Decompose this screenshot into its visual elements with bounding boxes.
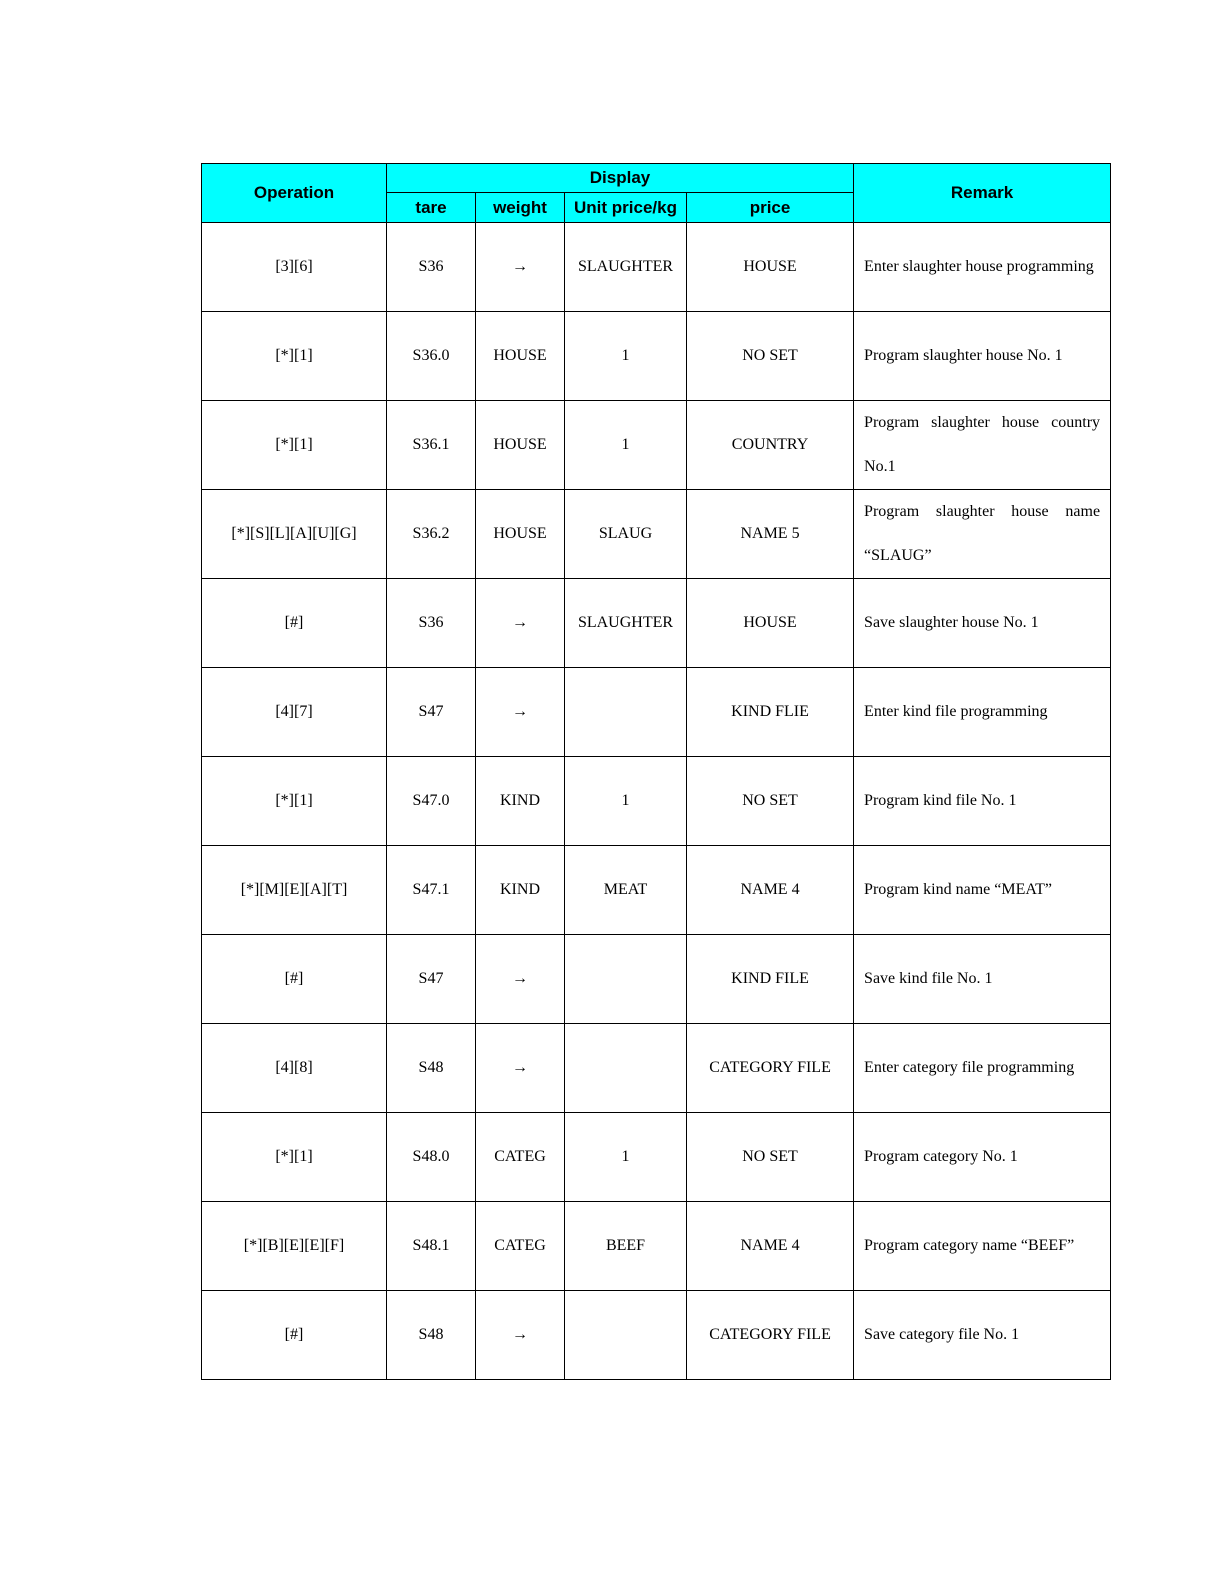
cell-weight: KIND [476,757,565,846]
cell-remark: Program category name “BEEF” [854,1202,1111,1291]
arrow-right-icon: → [476,1024,565,1113]
cell-unit-price: 1 [565,1113,687,1202]
cell-remark: Enter slaughter house programming [854,223,1111,312]
cell-tare: S47 [387,668,476,757]
table-row [202,757,1111,846]
cell-price: COUNTRY [687,401,854,490]
operation-table [201,163,1111,1380]
cell-tare: S48 [387,1291,476,1380]
cell-price: NAME 4 [687,1202,854,1291]
cell-price: KIND FLIE [687,668,854,757]
cell-operation: [*][S][L][A][U][G] [202,490,387,579]
cell-tare: S36.1 [387,401,476,490]
cell-price: NAME 4 [687,846,854,935]
header-row-primary [202,164,1111,193]
cell-unit-price: MEAT [565,846,687,935]
cell-remark: Enter category file programming [854,1024,1111,1113]
cell-tare: S48.0 [387,1113,476,1202]
cell-operation: [#] [202,579,387,668]
cell-tare: S47.1 [387,846,476,935]
cell-weight: HOUSE [476,490,565,579]
cell-unit-price [565,1024,687,1113]
table-row [202,1113,1111,1202]
header-weight: weight [476,193,565,223]
cell-price: NAME 5 [687,490,854,579]
cell-remark: Program kind name “MEAT” [854,846,1111,935]
cell-weight: CATEG [476,1113,565,1202]
cell-price: HOUSE [687,223,854,312]
cell-unit-price [565,668,687,757]
table-row [202,312,1111,401]
cell-tare: S48 [387,1024,476,1113]
cell-tare: S36.0 [387,312,476,401]
cell-price: NO SET [687,312,854,401]
cell-tare: S47.0 [387,757,476,846]
cell-price: HOUSE [687,579,854,668]
table-body [202,223,1111,1380]
arrow-right-icon: → [476,1291,565,1380]
cell-price: CATEGORY FILE [687,1024,854,1113]
table-row [202,490,1111,579]
cell-remark: Save category file No. 1 [854,1291,1111,1380]
cell-operation: [4][8] [202,1024,387,1113]
table-row [202,223,1111,312]
cell-operation: [*][B][E][E][F] [202,1202,387,1291]
cell-operation: [#] [202,935,387,1024]
table-row [202,579,1111,668]
cell-price: NO SET [687,1113,854,1202]
cell-unit-price: 1 [565,757,687,846]
cell-weight: HOUSE [476,401,565,490]
cell-remark: Save slaughter house No. 1 [854,579,1111,668]
cell-operation: [*][1] [202,401,387,490]
cell-operation: [3][6] [202,223,387,312]
cell-unit-price: BEEF [565,1202,687,1291]
cell-tare: S36 [387,579,476,668]
cell-remark: Save kind file No. 1 [854,935,1111,1024]
cell-remark: Program slaughter house No. 1 [854,312,1111,401]
cell-remark: Program category No. 1 [854,1113,1111,1202]
header-operation: Operation [202,164,387,223]
header-display: Display [387,164,854,193]
cell-tare: S36.2 [387,490,476,579]
cell-operation: [4][7] [202,668,387,757]
header-remark: Remark [854,164,1111,223]
cell-tare: S48.1 [387,1202,476,1291]
cell-remark: Enter kind file programming [854,668,1111,757]
table-row [202,668,1111,757]
table-row [202,1202,1111,1291]
cell-unit-price: 1 [565,401,687,490]
cell-remark: Program slaughter house name “SLAUG” [854,490,1111,579]
cell-unit-price: SLAUGHTER [565,579,687,668]
cell-operation: [*][1] [202,312,387,401]
cell-price: NO SET [687,757,854,846]
table-row [202,935,1111,1024]
cell-operation: [*][1] [202,1113,387,1202]
header-price: price [687,193,854,223]
table-row [202,1291,1111,1380]
header-tare: tare [387,193,476,223]
table-row [202,1024,1111,1113]
cell-operation: [*][M][E][A][T] [202,846,387,935]
cell-weight: HOUSE [476,312,565,401]
cell-unit-price [565,935,687,1024]
cell-unit-price: SLAUG [565,490,687,579]
cell-tare: S47 [387,935,476,1024]
arrow-right-icon: → [476,935,565,1024]
cell-unit-price: SLAUGHTER [565,223,687,312]
arrow-right-icon: → [476,668,565,757]
cell-unit-price [565,1291,687,1380]
cell-price: CATEGORY FILE [687,1291,854,1380]
table-row [202,846,1111,935]
cell-operation: [*][1] [202,757,387,846]
cell-remark: Program slaughter house country No.1 [854,401,1111,490]
cell-price: KIND FILE [687,935,854,1024]
cell-tare: S36 [387,223,476,312]
cell-weight: KIND [476,846,565,935]
table-row [202,401,1111,490]
cell-unit-price: 1 [565,312,687,401]
header-unit-price: Unit price/kg [565,193,687,223]
arrow-right-icon: → [476,579,565,668]
cell-remark: Program kind file No. 1 [854,757,1111,846]
cell-weight: CATEG [476,1202,565,1291]
arrow-right-icon: → [476,223,565,312]
cell-operation: [#] [202,1291,387,1380]
